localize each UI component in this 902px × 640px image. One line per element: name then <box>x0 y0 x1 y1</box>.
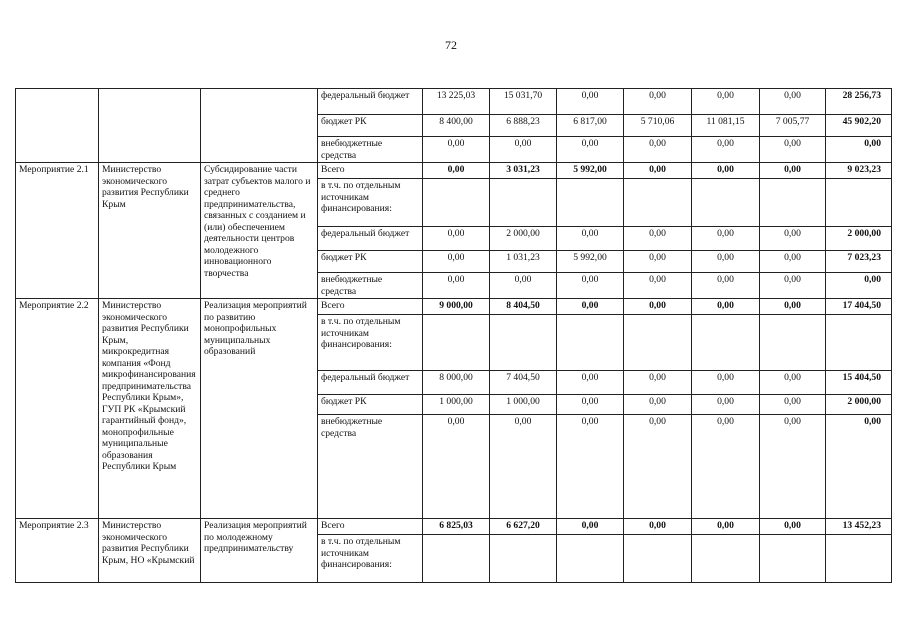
year-value-cell: 0,00 <box>692 163 760 179</box>
year-value-cell <box>423 535 490 583</box>
year-value-cell: 6 817,00 <box>557 115 624 137</box>
measure-name-cell <box>16 89 99 163</box>
year-value-cell <box>760 179 826 227</box>
description-cell: Реализация мероприятий по развитию монопрофильных муниципальных образований <box>201 299 318 519</box>
funding-source-cell: Всего <box>318 163 423 179</box>
funding-source-cell: Всего <box>318 519 423 535</box>
year-value-cell: 0,00 <box>624 299 692 315</box>
total-value-cell: 0,00 <box>826 273 892 299</box>
year-value-cell: 1 031,23 <box>490 251 557 273</box>
total-value-cell: 0,00 <box>826 415 892 519</box>
year-value-cell: 0,00 <box>760 137 826 163</box>
year-value-cell: 0,00 <box>692 251 760 273</box>
year-value-cell: 8 000,00 <box>423 371 490 395</box>
year-value-cell: 11 081,15 <box>692 115 760 137</box>
year-value-cell: 0,00 <box>490 273 557 299</box>
total-value-cell <box>826 315 892 371</box>
year-value-cell: 0,00 <box>760 89 826 115</box>
total-value-cell: 2 000,00 <box>826 395 892 415</box>
funding-source-cell: бюджет РК <box>318 115 423 137</box>
year-value-cell: 0,00 <box>624 137 692 163</box>
year-value-cell: 0,00 <box>692 371 760 395</box>
year-value-cell: 0,00 <box>760 227 826 251</box>
funding-source-cell: в т.ч. по отдельным источникам финансирования: <box>318 315 423 371</box>
description-cell: Реализация мероприятий по молодежному предпринимательству <box>201 519 318 583</box>
year-value-cell: 7 404,50 <box>490 371 557 395</box>
year-value-cell: 0,00 <box>624 163 692 179</box>
year-value-cell: 0,00 <box>692 89 760 115</box>
year-value-cell <box>760 535 826 583</box>
year-value-cell: 0,00 <box>692 395 760 415</box>
year-value-cell: 13 225,03 <box>423 89 490 115</box>
measure-name-cell: Мероприятие 2.3 <box>16 519 99 583</box>
table-row <box>16 519 892 535</box>
year-value-cell: 0,00 <box>760 519 826 535</box>
table-row <box>16 163 892 179</box>
funding-source-cell: федеральный бюджет <box>318 227 423 251</box>
total-value-cell: 17 404,50 <box>826 299 892 315</box>
year-value-cell: 0,00 <box>760 163 826 179</box>
total-value-cell <box>826 535 892 583</box>
year-value-cell <box>557 535 624 583</box>
year-value-cell <box>624 535 692 583</box>
table-row <box>16 299 892 315</box>
year-value-cell: 2 000,00 <box>490 227 557 251</box>
year-value-cell: 0,00 <box>692 415 760 519</box>
page-number: 72 <box>445 38 457 52</box>
year-value-cell: 6 627,20 <box>490 519 557 535</box>
year-value-cell: 5 992,00 <box>557 251 624 273</box>
year-value-cell <box>624 179 692 227</box>
year-value-cell <box>423 179 490 227</box>
funding-source-cell: федеральный бюджет <box>318 89 423 115</box>
year-value-cell: 0,00 <box>760 251 826 273</box>
year-value-cell <box>557 315 624 371</box>
funding-source-cell: бюджет РК <box>318 395 423 415</box>
year-value-cell <box>490 179 557 227</box>
year-value-cell <box>490 535 557 583</box>
table-row <box>16 89 892 115</box>
year-value-cell: 6 888,23 <box>490 115 557 137</box>
year-value-cell: 0,00 <box>557 519 624 535</box>
year-value-cell: 0,00 <box>557 89 624 115</box>
funding-source-cell: федеральный бюджет <box>318 371 423 395</box>
description-cell <box>201 89 318 163</box>
funding-source-cell: внебюджетные средства <box>318 273 423 299</box>
year-value-cell: 0,00 <box>557 137 624 163</box>
total-value-cell: 7 023,23 <box>826 251 892 273</box>
year-value-cell: 0,00 <box>423 251 490 273</box>
year-value-cell: 3 031,23 <box>490 163 557 179</box>
year-value-cell: 1 000,00 <box>423 395 490 415</box>
year-value-cell: 0,00 <box>760 415 826 519</box>
year-value-cell: 0,00 <box>624 227 692 251</box>
year-value-cell: 1 000,00 <box>490 395 557 415</box>
year-value-cell <box>557 179 624 227</box>
year-value-cell: 8 400,00 <box>423 115 490 137</box>
year-value-cell: 6 825,03 <box>423 519 490 535</box>
year-value-cell: 0,00 <box>557 395 624 415</box>
year-value-cell: 5 710,06 <box>624 115 692 137</box>
total-value-cell: 9 023,23 <box>826 163 892 179</box>
year-value-cell: 0,00 <box>692 227 760 251</box>
total-value-cell: 28 256,73 <box>826 89 892 115</box>
year-value-cell: 0,00 <box>423 227 490 251</box>
year-value-cell: 0,00 <box>760 299 826 315</box>
year-value-cell: 0,00 <box>557 273 624 299</box>
year-value-cell <box>692 315 760 371</box>
description-cell: Субсидирование части затрат субъектов малого и среднего предпринимательства, связанных с созданием и (или) обеспечением деятельности центров молодежного инновационного творчества <box>201 163 318 299</box>
executor-cell: Министерство экономического развития Республики Крым <box>99 163 201 299</box>
year-value-cell: 0,00 <box>624 371 692 395</box>
total-value-cell: 13 452,23 <box>826 519 892 535</box>
year-value-cell: 0,00 <box>624 395 692 415</box>
year-value-cell: 0,00 <box>557 371 624 395</box>
measure-name-cell: Мероприятие 2.1 <box>16 163 99 299</box>
year-value-cell <box>490 315 557 371</box>
year-value-cell: 0,00 <box>760 395 826 415</box>
total-value-cell <box>826 179 892 227</box>
funding-source-cell: в т.ч. по отдельным источникам финансирования: <box>318 535 423 583</box>
total-value-cell: 2 000,00 <box>826 227 892 251</box>
year-value-cell: 0,00 <box>624 89 692 115</box>
funding-source-cell: внебюджетные средства <box>318 415 423 519</box>
total-value-cell: 45 902,20 <box>826 115 892 137</box>
funding-source-cell: внебюджетные средства <box>318 137 423 163</box>
year-value-cell: 0,00 <box>624 251 692 273</box>
year-value-cell: 0,00 <box>557 227 624 251</box>
funding-table-body <box>16 89 892 583</box>
year-value-cell: 0,00 <box>423 273 490 299</box>
year-value-cell: 0,00 <box>423 137 490 163</box>
year-value-cell: 0,00 <box>557 299 624 315</box>
executor-cell <box>99 89 201 163</box>
total-value-cell: 0,00 <box>826 137 892 163</box>
executor-cell: Министерство экономического развития Республики Крым, НО «Крымский <box>99 519 201 583</box>
year-value-cell <box>760 315 826 371</box>
year-value-cell: 0,00 <box>624 519 692 535</box>
year-value-cell: 0,00 <box>423 163 490 179</box>
year-value-cell: 0,00 <box>557 415 624 519</box>
total-value-cell: 15 404,50 <box>826 371 892 395</box>
year-value-cell: 0,00 <box>423 415 490 519</box>
year-value-cell: 15 031,70 <box>490 89 557 115</box>
year-value-cell: 0,00 <box>760 371 826 395</box>
executor-cell: Министерство экономического развития Республики Крым, микрокредитная компания «Фонд микрофинансирования предпринимательства Республики Крым», ГУП РК «Крымский гарантийный фонд», монопрофильные муниципальные образования Республики Крым <box>99 299 201 519</box>
year-value-cell <box>624 315 692 371</box>
year-value-cell: 8 404,50 <box>490 299 557 315</box>
year-value-cell: 5 992,00 <box>557 163 624 179</box>
year-value-cell: 0,00 <box>490 137 557 163</box>
year-value-cell <box>692 179 760 227</box>
year-value-cell: 0,00 <box>760 273 826 299</box>
year-value-cell <box>692 535 760 583</box>
year-value-cell: 0,00 <box>624 415 692 519</box>
year-value-cell: 0,00 <box>692 137 760 163</box>
year-value-cell: 0,00 <box>692 299 760 315</box>
funding-source-cell: Всего <box>318 299 423 315</box>
year-value-cell: 0,00 <box>624 273 692 299</box>
year-value-cell <box>423 315 490 371</box>
year-value-cell: 0,00 <box>692 519 760 535</box>
year-value-cell: 7 005,77 <box>760 115 826 137</box>
year-value-cell: 0,00 <box>692 273 760 299</box>
year-value-cell: 0,00 <box>490 415 557 519</box>
measure-name-cell: Мероприятие 2.2 <box>16 299 99 519</box>
year-value-cell: 9 000,00 <box>423 299 490 315</box>
funding-table <box>15 88 892 583</box>
funding-source-cell: в т.ч. по отдельным источникам финансирования: <box>318 179 423 227</box>
funding-source-cell: бюджет РК <box>318 251 423 273</box>
